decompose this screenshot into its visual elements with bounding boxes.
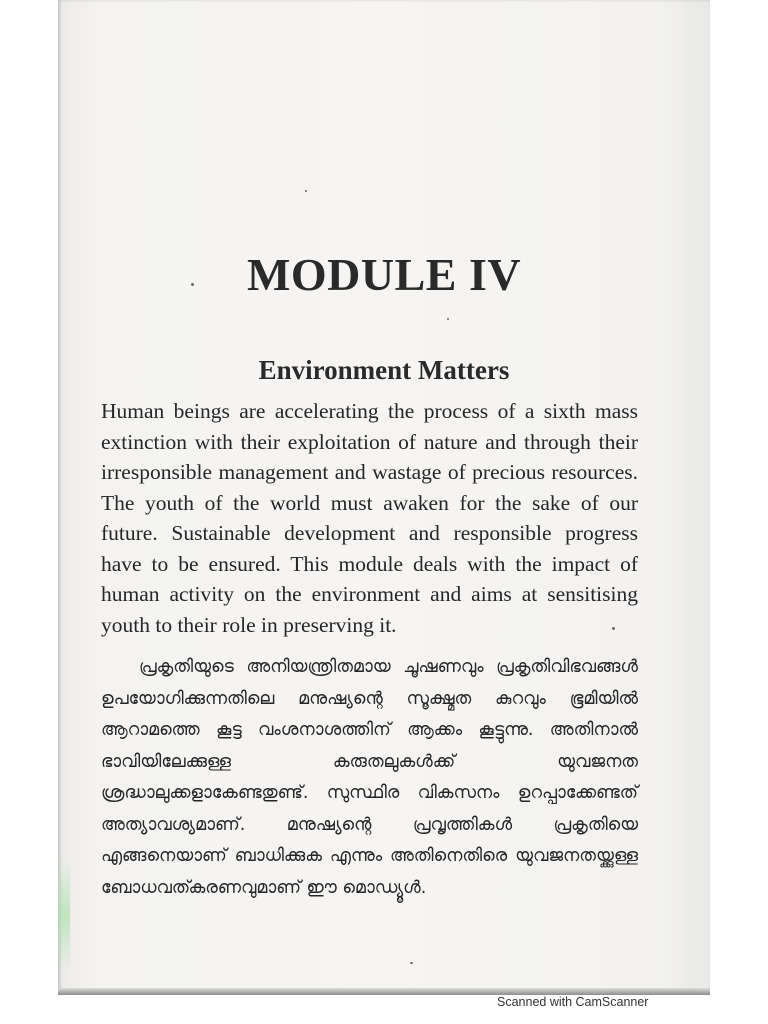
ink-speck: [305, 190, 307, 192]
scan-margin: [0, 0, 58, 995]
page-bottom-edge: [58, 988, 710, 995]
scan-color-artifact: [58, 860, 70, 970]
ink-speck: [447, 318, 449, 320]
module-title: MODULE IV: [246, 249, 522, 300]
malayalam-paragraph: പ്രകൃതിയുടെ അനിയന്ത്രിതമായ ചൂഷണവും പ്രകൃതിവിഭവങ്ങൾ ഉപയോഗിക്കുന്നതിലെ മനുഷ്യന്റെ സൂക്ഷ്മത കുറവും ഭൂമിയിൽ ആറാമത്തെ കൂട്ട വംശനാശത്തിന് ആക്കം കൂട്ടുന്നു. അതിനാൽ ഭാവിയിലേക്കുള്ള കരുതലുകൾക്ക് യുവജനത ശ്രദ്ധാലുക്കളാകേണ്ടതുണ്ട്. സുസ്ഥിര വികസനം ഉറപ്പാക്കേണ്ടത് അത്യാവശ്യമാണ്. മനുഷ്യന്റെ പ്രവൃത്തികൾ പ്രകൃതിയെ എങ്ങനെയാണ് ബാധിക്കുക എന്നും അതിനെതിരെ യുവജനതയ്ക്കുള്ള ബോധവത്കരണവുമാണ് ഈ മൊഡ്യൂൾ.: [101, 657, 638, 898]
ink-speck: [410, 962, 413, 964]
section-heading: Environment Matters: [258, 355, 510, 385]
english-paragraph: Human beings are accelerating the process of a sixth mass extinction with their exploitation of nature and through their irresponsible management and wastage of precious resources. The youth of the world must awaken for the sake of our future. Sustainable development and responsible progress have to be ensured. This module deals with the impact of human activity on the environment and aims at sensitising youth to their role in preserving it.: [101, 399, 638, 637]
ink-speck: [191, 283, 194, 286]
camscanner-watermark: Scanned with CamScanner: [497, 995, 649, 1009]
ink-speck: [612, 627, 615, 630]
